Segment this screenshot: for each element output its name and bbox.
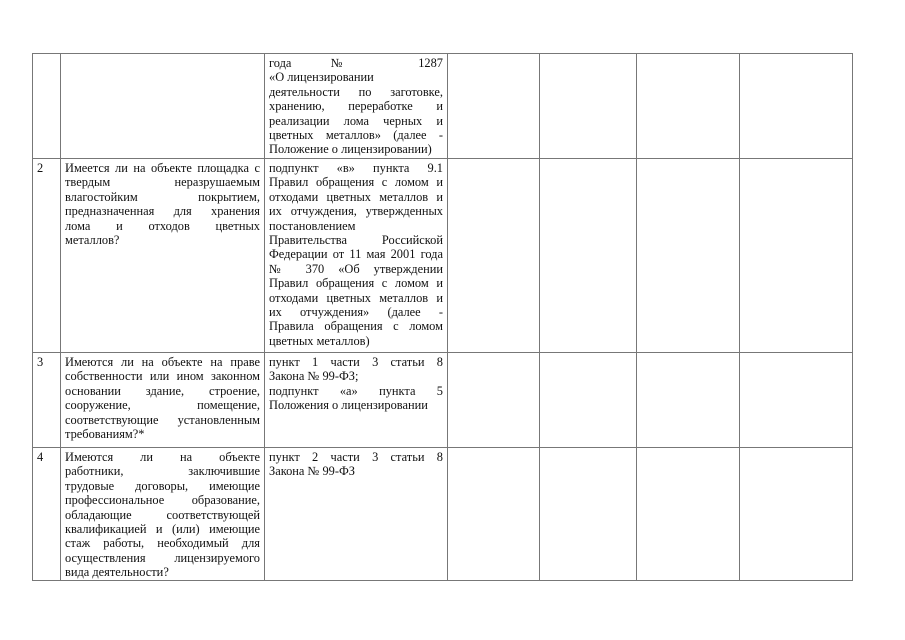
reference-line: Правил обращения с ломом и [269, 276, 443, 291]
reference-line: отходами цветных металлов и [269, 290, 443, 305]
question-line: вида деятельности? [65, 565, 169, 580]
table-row [33, 159, 853, 353]
empty-cell [637, 159, 740, 353]
table-row [33, 353, 853, 448]
question-line: предназначенная для хранения [65, 204, 260, 219]
question-line: профессиональное образование, [65, 493, 260, 508]
empty-cell [740, 159, 853, 353]
empty-cell [448, 353, 540, 448]
question-line: стаж работы, необходимый для [65, 536, 260, 551]
question-line: обладающие соответствующей [65, 507, 260, 522]
row-number-cell [33, 448, 61, 581]
row-number-cell [33, 54, 61, 159]
empty-cell [740, 54, 853, 159]
reference-line: Положение о лицензировании) [269, 142, 432, 157]
reference-line: Правительства Российской [269, 233, 443, 248]
reference-line: подпункт «в» пункта 9.1 [269, 161, 443, 175]
question-line: основании здание, строение, [65, 383, 260, 398]
empty-cell [540, 353, 637, 448]
reference-line: пункт 1 части 3 статьи 8 [269, 355, 443, 369]
reference-line: пункт 2 части 3 статьи 8 [269, 450, 443, 464]
table-row [33, 448, 853, 581]
reference-line: № 370 «Об утверждении [269, 261, 443, 276]
empty-cell [540, 448, 637, 581]
reference-line: «О лицензировании [269, 70, 374, 85]
empty-cell [740, 448, 853, 581]
reference-line: деятельности по заготовке, [269, 84, 443, 99]
reference-line: Правил обращения с ломом и [269, 175, 443, 190]
reference-line: года № 1287 [269, 56, 443, 70]
reference-line: Закона № 99-ФЗ [269, 464, 355, 479]
row-number-cell [33, 159, 61, 353]
question-cell [61, 448, 265, 581]
checklist-table [32, 53, 853, 581]
question-line: влагостойким покрытием, [65, 189, 260, 204]
reference-line: Закона № 99-ФЗ; [269, 369, 359, 384]
question-line: собственности или ином законном [65, 369, 260, 384]
question-line: работники, заключившие [65, 464, 260, 479]
question-line: твердым неразрушаемым [65, 175, 260, 190]
empty-cell [448, 448, 540, 581]
empty-cell [448, 54, 540, 159]
question-line: трудовые договоры, имеющие [65, 478, 260, 493]
reference-line: подпункт «а» пункта 5 [269, 383, 443, 398]
reference-cell [265, 353, 448, 448]
question-line: осуществления лицензируемого [65, 550, 260, 565]
reference-line: постановлением [269, 218, 356, 233]
question-line: требованиям?* [65, 427, 145, 442]
question-line: металлов? [65, 233, 120, 248]
question-cell [61, 353, 265, 448]
question-line: Имеются ли на объекте на праве [65, 355, 260, 369]
reference-line: цветных металлов) [269, 333, 370, 348]
question-cell [61, 159, 265, 353]
reference-line: их отчуждения, утвержденных [269, 204, 443, 219]
reference-cell [265, 159, 448, 353]
question-line: лома и отходов цветных [65, 218, 260, 233]
reference-line: хранению, переработке и [269, 99, 443, 114]
question-line: соответствующие установленным [65, 412, 260, 427]
question-line: сооружение, помещение, [65, 398, 260, 413]
table-row [33, 54, 853, 159]
empty-cell [540, 159, 637, 353]
empty-cell [540, 54, 637, 159]
empty-cell [448, 159, 540, 353]
reference-line: цветных металлов» (далее - [269, 128, 443, 143]
row-number: 3 [37, 355, 44, 369]
empty-cell [637, 353, 740, 448]
reference-line: Федерации от 11 мая 2001 года [269, 247, 443, 262]
reference-line: Положения о лицензировании [269, 398, 428, 413]
reference-line: отходами цветных металлов и [269, 189, 443, 204]
question-line: Имеется ли на объекте площадка с [65, 161, 260, 175]
reference-cell [265, 54, 448, 159]
row-number: 2 [37, 161, 44, 175]
reference-cell [265, 448, 448, 581]
reference-line: их отчуждения» (далее - [269, 305, 443, 320]
empty-cell [637, 54, 740, 159]
row-number: 4 [37, 450, 44, 464]
question-cell [61, 54, 265, 159]
reference-line: Правила обращения с ломом [269, 319, 443, 334]
row-number-cell [33, 353, 61, 448]
empty-cell [740, 353, 853, 448]
question-line: Имеются ли на объекте [65, 450, 260, 464]
question-line: квалификацией и (или) имеющие [65, 522, 260, 537]
empty-cell [637, 448, 740, 581]
reference-line: реализации лома черных и [269, 113, 443, 128]
